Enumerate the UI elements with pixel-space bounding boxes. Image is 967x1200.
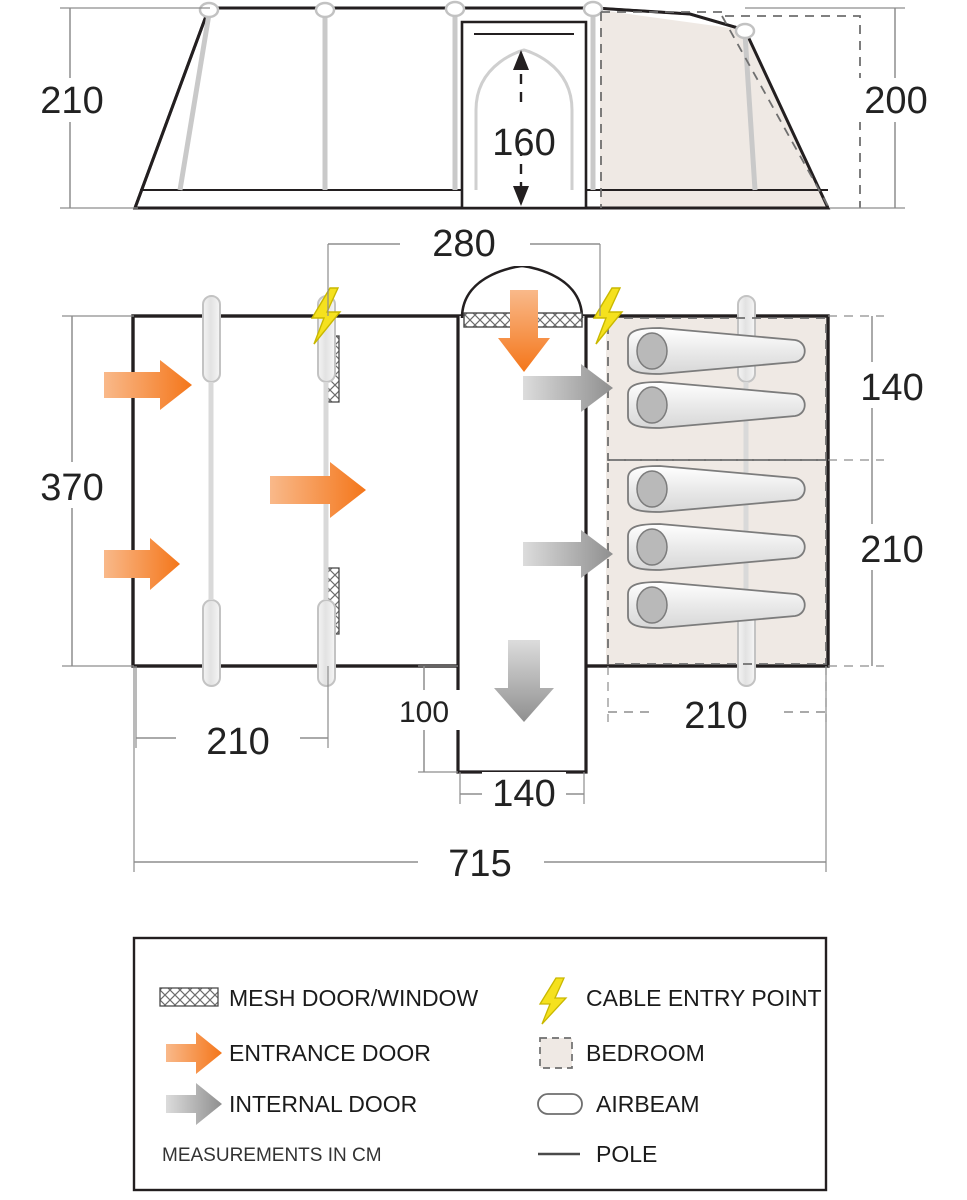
legend-note-measurements: MEASUREMENTS IN CM [162, 1145, 382, 1166]
label-right-height: 200 [864, 80, 928, 122]
dimension-bedroom-210 [608, 666, 826, 737]
elevation-left-slope [135, 8, 209, 208]
label-left-height: 210 [40, 80, 104, 122]
dimension-porch-width-140 [460, 772, 584, 815]
legend-label-entrance: ENTRANCE DOOR [229, 1040, 431, 1066]
legend-label-cable: CABLE ENTRY POINT [586, 985, 822, 1011]
dimension-right-210 [828, 460, 944, 666]
label-total-length: 715 [448, 843, 512, 885]
label-left-depth: 370 [40, 467, 104, 509]
legend-label-pole: POLE [596, 1141, 658, 1167]
legend-label-internal: INTERNAL DOOR [229, 1091, 418, 1117]
dimension-porch-100 [384, 666, 464, 772]
label-living-width: 210 [206, 721, 270, 763]
legend [134, 938, 826, 1190]
label-bedroom-large-depth: 210 [860, 529, 924, 571]
legend-label-bedroom: BEDROOM [586, 1040, 705, 1066]
orange-arrow-icon [104, 360, 192, 410]
elevation-view [24, 2, 944, 208]
capsule-icon [538, 1094, 582, 1114]
label-top-width: 280 [432, 223, 496, 265]
legend-label-airbeam: AIRBEAM [596, 1091, 700, 1117]
dimension-left-370 [20, 316, 134, 666]
legend-label-mesh: MESH DOOR/WINDOW [229, 985, 479, 1011]
orange-arrow-icon [270, 462, 366, 518]
label-porch-depth: 100 [398, 696, 450, 729]
mesh-icon [160, 988, 218, 1006]
dimension-living-210 [136, 666, 328, 763]
elevation-bedroom-shading [600, 10, 828, 208]
label-door-height: 160 [492, 122, 556, 164]
label-porch-width: 140 [492, 773, 556, 815]
dimension-right-140 [828, 316, 944, 460]
legend-item-bedroom [540, 1038, 705, 1068]
legend-item-airbeam [538, 1091, 700, 1117]
dashed-square-icon [540, 1038, 572, 1068]
label-bedroom-small-depth: 140 [860, 367, 924, 409]
label-bedroom-width: 210 [684, 695, 748, 737]
orange-arrow-icon [104, 538, 180, 590]
